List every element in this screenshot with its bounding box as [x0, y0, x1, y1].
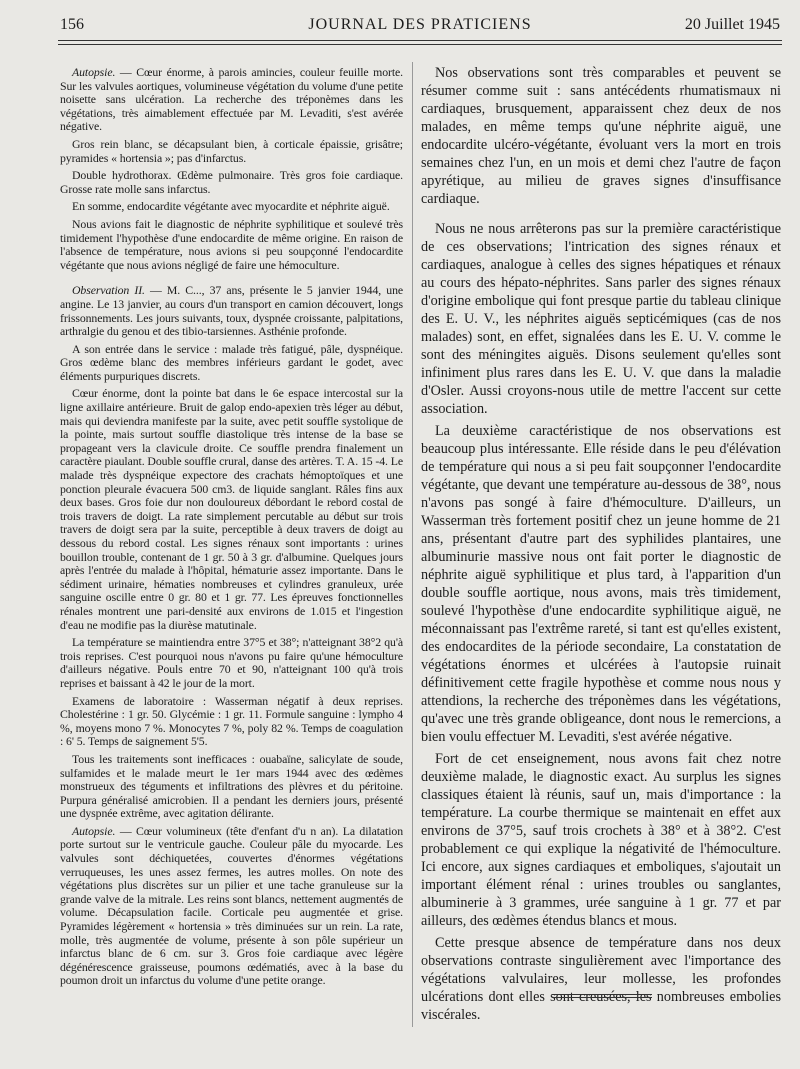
paragraph: La température se maintiendra entre 37°5 et 38°; n'atteignant 38°2 qu'à trois reprises. C'est pourquoi nous n'avons pu faire qu'une hémoculture d'ailleurs négative. Pouls entre 70 et 90, n'atteignant 100 qu'à trois reprises et baissant à 42 le jour de la mort.: [60, 635, 403, 690]
paragraph: Double hydrothorax. Œdème pulmonaire. Très gros foie cardiaque. Grosse rate molle sans infarctus.: [60, 168, 403, 196]
paragraph: Tous les traitements sont inefficaces : ouabaïne, salicylate de soude, sulfamides et le malade meurt le 1er mars 1944 avec des œdèmes monstrueux des téguments et infiltrations des plèvres et du péritoine. Purpura généralisé amicrobien. Il a pendant les derniers jours, présenté une dyspnée extrême, avec agitation délirante.: [60, 751, 403, 821]
paragraph: Nous ne nous arrêterons pas sur la première caractéristique de ces observations; l'intrication des signes rénaux et cardiaques, analogue à celles des signes hépatiques et rénaux au cours des hépato-néphrites. Sans parler des signes rénaux d'origine embolique qui font presque partie du tableau clinique des E. U. V., les néphrites aiguës septicémiques (cas de nos malades) sont, en effet, signalées dans les E. U. V. comme le sont des méningites aiguës. Disons seulement qu'elles sont infiniment plus rares dans les E. U. V. que dans la maladie d'Osler. Aussi croyons-nous utile de mettre l'accent sur cette association.: [421, 221, 781, 417]
page-number: 156: [60, 16, 84, 33]
paragraph: Examens de laboratoire : Wasserman négatif à deux reprises. Cholestérine : 1 gr. 50. Glycémie : 1 gr. 11. Formule sanguine : lympho 4 %, moyens mono 7 %. Monocytes 7 %, poly 82 %. Temps de coagulation : 6' 5. Temps de saignement 5'5.: [60, 693, 403, 749]
paragraph: Nous avions fait le diagnostic de néphrite syphilitique et soulevé très timidement l'hypothèse d'une endocardite de même origine. En raison de l'absence de température, nous avions si peu soupçonné l'endocardite végétante que nous avions négligé de faire une hémoculture.: [60, 216, 403, 272]
header-rule-lower: [58, 44, 782, 45]
paragraph: Gros rein blanc, se décapsulant bien, à corticale épaissie, grisâtre; pyramides « hortensia »; pas d'infarctus.: [60, 136, 403, 165]
issue-date: 20 Juillet 1945: [684, 16, 780, 33]
paragraph: Nos observations sont très comparables et peuvent se résumer comme suit : sans antécédents rhumatismaux ni cardiaques, brusquement, apparaissent chez deux de nos malades, en même temps qu'une néphrite aiguë, une endocardite ulcéro-végétante, évoluant vers la mort en trois semaines chez l'un, en un mois et demi chez l'autre de façon apyrétique, au milieu de graves signes d'insuffisance cardiaque.: [421, 65, 781, 207]
paragraph: Autopsie. — Cœur volumineux (tête d'enfant d'u n an). La dilatation porte surtout sur le ventricule gauche. Couleur pâle du myocarde. Les valvules sont déchiquetées, couvertes d'énormes végétations verruqueuses, les unes assez fermes, les autres molles. On note des végétations plus discrètes sur un pilier et une tache granuleuse sur la grande valve de la mitrale. Les reins sont blancs, nettement augmentés de volume. Décapsulation facile. Corticale peu augmentée et grise. Pyramides légèrement « hortensia » très diminuées sur un rein. La rate, molle, très augmentée de volume, présente à son pôle supérieur un infarctus blanc de 6 cm. sur 3. Gros foie cardiaque avec légère dégénérescence graisseuse, poumons œdématiés, avec à la base du poumon droit un infarctus du volume d'une petite orange.: [60, 823, 403, 988]
paragraph: La deuxième caractéristique de nos observations est beaucoup plus intéressante. Elle réside dans le peu d'élévation de température qui nous a si peu fait soupçonner l'endocardite végétante, que devant une température au-dessous de 38°, nous n'avons pas songé à faire d'hémoculture. D'ailleurs, un Wasserman très fortement positif chez un jeune homme de 21 ans, présentant d'autre part des syphilides plantaires, une albuminurie massive nous ont fait porter le diagnostic de néphrite aiguë syphilitique et plus tard, à l'apparition d'un double souffle aortique, nous avons, mais très timidement, soulevé l'hypothèse d'une endocardite syphilitique aiguë, ne méconnaissant pas l'extrême rareté, si tant est qu'elles existent, des endocardites de la période secondaire, La constatation de végétations énormes et ulcérées à l'autopsie ruinait définitivement cette fragile hypothèse et comme nous nous y attendions, la recherche des tréponèmes dans les végétations, qu'avec une très grande obligeance, dont nous le remercions, a bien voulu effectuer M. Levaditi, s'est avérée négative.: [421, 423, 781, 745]
right-column: [421, 64, 781, 1028]
paragraph: Cette presque absence de température dans nos deux observations contraste singulièrement avec l'importance des végétations valvulaires, leur mollesse, les profondes ulcérations dont elles sont creusées, les nombreuses embolies viscérales.: [421, 935, 781, 1023]
paragraph: A son entrée dans le service : malade très fatigué, pâle, dyspnéique. Gros œdème blanc des membres inférieurs gardant le godet, avec éléments purpuriques discrets.: [60, 341, 403, 383]
paragraph: En somme, endocardite végétante avec myocardite et néphrite aiguë.: [72, 199, 390, 214]
paragraph: Cœur énorme, dont la pointe bat dans le 6e espace intercostal sur la ligne axillaire antérieure. Bruit de galop endo-apexien très léger au début, mais qui deviendra manifeste par la suite, avec petit souffle systolique de la pointe, mais surtout souffle diastolique très intense de la base se propageant vers la clavicule droite. Ce souffle prendra finalement un caractère piaulant. Double souffle crural, danse des artères. T. A. 15 -4. Le malade très dyspnéique expectore des crachats hémoptoïques et une ponction pleurale évacuera 500 cm3. de liquide sanglant. Râles fins aux deux bases. Gros foie dur non douloureux débordant le rebord costal de trois travers de doigt. La rate simplement percutable au début sur trois travers de doigt sera par la suite, perceptible à deux travers de doigt au dessous du rebord costal. Les signes rénaux sont importants : urines bouillon trouble, contenant de 1 gr. 50 à 3 gr. d'albumine. Quelques jours après l'entrée du malade à l'hôpital, hématurie assez importante. Dans le sédiment urinaire, hématies nombreuses et cylindres granuleux, urée sanguine oscille entre 0 gr. 80 et 1 gr. 77. Les épreuves fonctionnelles rénales montrent une pari-densité aux environs de 1.015 et l'ingestion d'eau ne modifie pas la diurèse matutinale.: [60, 386, 403, 632]
paragraph: Fort de cet enseignement, nous avons fait chez notre deuxième malade, le diagnostic exact. Au surplus les signes classiques étaient là réunis, sauf un, mais d'importance : la température. La courbe thermique se maintenait en effet aux environs de 37°5, sauf trois crochets à 38° et à 38°2. C'est probablement ce qui explique la négativité de l'hémoculture. Ici encore, aux signes cardiaques et emboliques, s'ajoutait un important élément rénal : urines troubles ou sanglantes, albuminerie à 3 grammes, urée sanguine à 1 gr. 77 et par ailleurs, des œdèmes étendus blancs et mous.: [421, 751, 781, 929]
header-rule: [58, 40, 782, 41]
left-column: [60, 66, 403, 992]
paragraph: Observation II. — M. C..., 37 ans, présente le 5 janvier 1944, une angine. Le 13 janvier, au cours d'un transport en camion découvert, longs frissonnements. Les jours suivants, toux, dyspnée croissante, palpitations, arthralgie du genou et des tibio-tarsiennes. Asthénie profonde.: [60, 283, 403, 339]
journal-title: JOURNAL DES PRATICIENS: [308, 16, 532, 33]
end-rule: [552, 994, 652, 995]
paragraph: Autopsie. — Cœur énorme, à parois amincies, couleur feuille morte. Sur les valvules aortiques, volumineuse végétation du volume d'une petite noisette sans ulcération. La recherche des tréponèmes dans les végétations, très aimablement effectuée par M. Levaditi, s'est avérée négative.: [60, 65, 403, 134]
end-rule-lower: [552, 997, 652, 998]
column-divider: [412, 62, 413, 1027]
page-header: [60, 14, 780, 38]
